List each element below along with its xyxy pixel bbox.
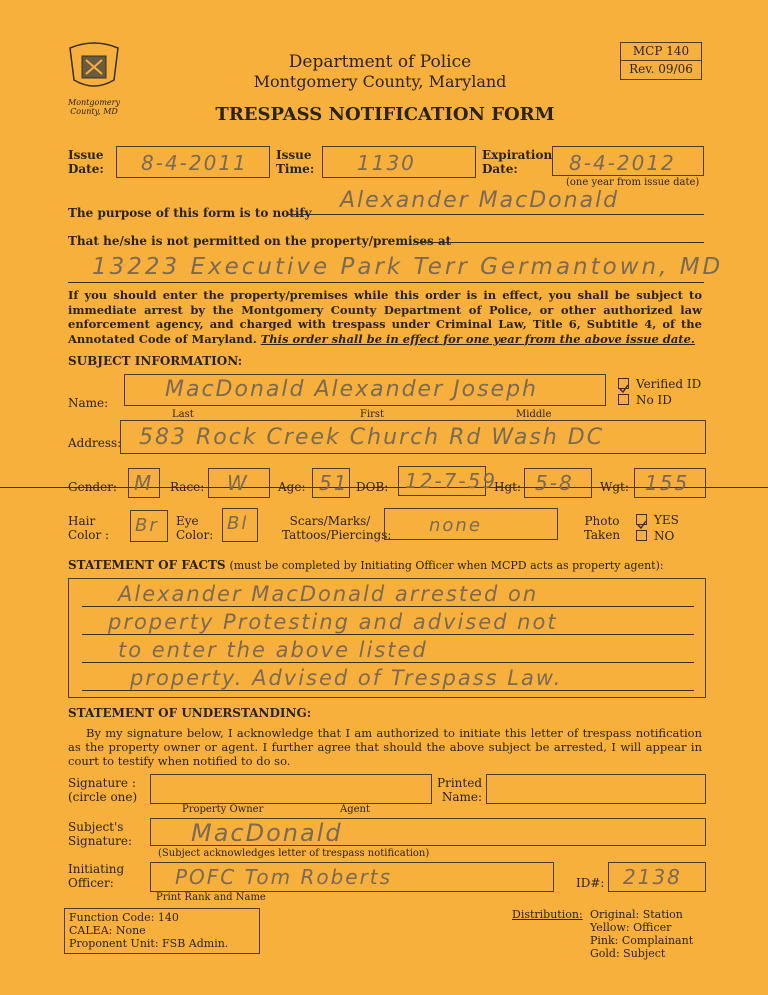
name-label: Name: (68, 396, 109, 410)
rank-name-label: Print Rank and Name (156, 892, 266, 903)
facts-heading: STATEMENT OF FACTS (68, 558, 226, 572)
verified-id-checkbox[interactable] (618, 378, 629, 389)
dist-yellow: Yellow: Officer (590, 921, 672, 934)
dob-field[interactable] (398, 466, 498, 496)
notify-line[interactable] (288, 214, 704, 215)
understanding-text: By my signature below, I acknowledge that I am authorized to initiate this letter of trespass notification as the property owner or agent. I further agree that should the above subject be arrested, I will appear in court to testify when notified to do so. (68, 726, 702, 768)
age-value: 51 (319, 471, 349, 495)
race-field[interactable] (208, 468, 270, 498)
hair-color-value: Br (135, 515, 159, 536)
department-name: Department of Police (288, 52, 472, 72)
wgt-value: 155 (645, 471, 690, 495)
wgt-label: Wgt: (600, 480, 629, 494)
form-title: TRESPASS NOTIFICATION FORM (215, 104, 555, 125)
middle-label: Middle (516, 409, 552, 420)
agent-label: Agent (340, 804, 370, 815)
eye-color-value: Bl (227, 513, 249, 534)
photo-yes-label: YES (654, 513, 679, 527)
calea: CALEA: None (69, 924, 146, 937)
function-code-box (64, 908, 260, 954)
race-label: Race: (170, 480, 205, 494)
proponent-unit: Proponent Unit: FSB Admin. (69, 937, 229, 950)
subject-heading: SUBJECT INFORMATION: (68, 354, 243, 368)
verified-id-label: Verified ID (636, 377, 702, 391)
county-name: Montgomery County, Maryland (253, 72, 507, 91)
logo-caption: Montgomery County, MD (68, 98, 120, 116)
fact-line-4: property. Advised of Trespass Law. (130, 666, 563, 690)
understanding-heading: STATEMENT OF UNDERSTANDING: (68, 706, 312, 720)
gender-field[interactable] (128, 468, 160, 498)
no-id-checkbox[interactable] (618, 394, 629, 405)
scars-label: Scars/Marks/ Tattoos/Piercings: (282, 514, 392, 542)
expiration-note: (one year from issue date) (566, 177, 700, 188)
scars-field[interactable] (384, 508, 558, 540)
eye-color-field[interactable] (222, 508, 258, 542)
dist-gold: Gold: Subject (590, 947, 666, 960)
fact-rule-4 (82, 690, 694, 691)
issue-date-value: 8-4-2011 (141, 151, 248, 175)
notify-value: Alexander MacDonald (340, 188, 620, 213)
check-icon (619, 384, 629, 394)
officer-field[interactable] (150, 862, 554, 892)
signature-label: Signature : (circle one) (68, 776, 138, 804)
officer-label: Initiating Officer: (68, 862, 125, 890)
id-value: 2138 (623, 865, 682, 889)
photo-taken-label: Photo Taken (583, 514, 621, 542)
wgt-field[interactable] (634, 468, 706, 498)
photo-no-label: NO (654, 529, 675, 543)
gender-value: M (134, 471, 154, 495)
issue-date-label: Issue Date: (68, 148, 104, 176)
race-value: W (227, 471, 249, 495)
id-field[interactable] (608, 862, 706, 892)
scars-value: none (429, 515, 482, 536)
age-field[interactable] (312, 468, 350, 498)
fact-line-3: to enter the above listed (118, 638, 428, 662)
address-label: Address: (68, 436, 122, 450)
signature-field[interactable] (150, 774, 432, 804)
fact-line-1: Alexander MacDonald arrested on (118, 582, 539, 606)
hair-color-label: Hair Color : (68, 514, 110, 542)
printed-name-field[interactable] (486, 774, 706, 804)
printed-name-label: Printed Name: (437, 776, 482, 804)
name-value: MacDonald Alexander Joseph (165, 377, 538, 402)
gender-label: Gender: (68, 480, 117, 494)
property-owner-label: Property Owner (182, 804, 264, 815)
subject-signature-value: MacDonald (191, 819, 343, 847)
address-field[interactable] (120, 420, 706, 454)
address-value: 583 Rock Creek Church Rd Wash DC (139, 425, 605, 450)
subject-signature-field[interactable] (150, 818, 706, 846)
hgt-value: 5-8 (535, 471, 574, 495)
issue-time-value: 1130 (357, 151, 416, 175)
hair-color-field[interactable] (130, 510, 168, 542)
dob-value: 12-7-59 (405, 469, 498, 493)
facts-note: (must be completed by Initiating Officer when MCPD acts as property agent): (229, 559, 664, 572)
dob-label: DOB: (356, 480, 389, 494)
warning-emphasis: This order shall be in effect for one year from the above issue date. (260, 331, 695, 346)
expiration-date-value: 8-4-2012 (569, 151, 676, 175)
notify-label: The purpose of this form is to notify (68, 206, 312, 220)
name-field[interactable] (124, 374, 606, 406)
id-label: ID#: (576, 876, 605, 890)
premises-line-2[interactable] (68, 282, 704, 283)
form-revision: Rev. 09/06 (629, 62, 693, 76)
photo-no-checkbox[interactable] (636, 530, 647, 541)
expiration-date-field[interactable] (552, 146, 704, 176)
issue-time-label: Issue Time: (276, 148, 315, 176)
photo-yes-checkbox[interactable] (636, 514, 647, 525)
warning-text (68, 288, 702, 346)
subject-signature-label: Subject's Signature: (68, 820, 133, 848)
eye-color-label: Eye Color: (176, 514, 214, 542)
issue-date-field[interactable] (116, 146, 270, 178)
fact-line-2: property Protesting and advised not (108, 610, 558, 634)
dist-pink: Pink: Complainant (590, 934, 694, 947)
no-id-label: No ID (636, 393, 672, 407)
subject-ack: (Subject acknowledges letter of trespass notification) (158, 848, 430, 859)
age-label: Age: (278, 480, 306, 494)
distribution-label: Distribution: (512, 908, 583, 921)
last-label: Last (172, 409, 194, 420)
distribution-list (590, 908, 693, 960)
premises-line-1[interactable] (414, 242, 704, 243)
form-number: MCP 140 (621, 43, 701, 61)
fact-rule-3 (82, 662, 694, 663)
form-number-box (620, 42, 702, 80)
officer-value: POFC Tom Roberts (175, 865, 393, 889)
facts-header (68, 558, 708, 573)
issue-time-field[interactable] (322, 146, 476, 178)
function-code: Function Code: 140 (69, 911, 179, 924)
warning-body: If you should enter the property/premises while this order is in effect, you shall be subject to immediate arrest by the Montgomery County Department of Police, or other authorized law enforcement agency, and charged with trespass under Criminal Law, Title 6, Subtitle 4, of the Annotated Code of Maryland. (68, 288, 702, 346)
hgt-field[interactable] (524, 468, 592, 498)
premises-label: That he/she is not permitted on the property/premises at (68, 234, 452, 248)
first-label: First (360, 409, 385, 420)
expiration-date-label: Expiration Date: (482, 148, 553, 176)
dist-original: Original: Station (590, 908, 683, 921)
hgt-label: Hgt: (494, 480, 522, 494)
fact-rule-2 (82, 634, 694, 635)
check-icon (637, 520, 647, 530)
premises-value: 13223 Executive Park Terr Germantown, MD (92, 254, 724, 280)
fact-rule-1 (82, 606, 694, 607)
